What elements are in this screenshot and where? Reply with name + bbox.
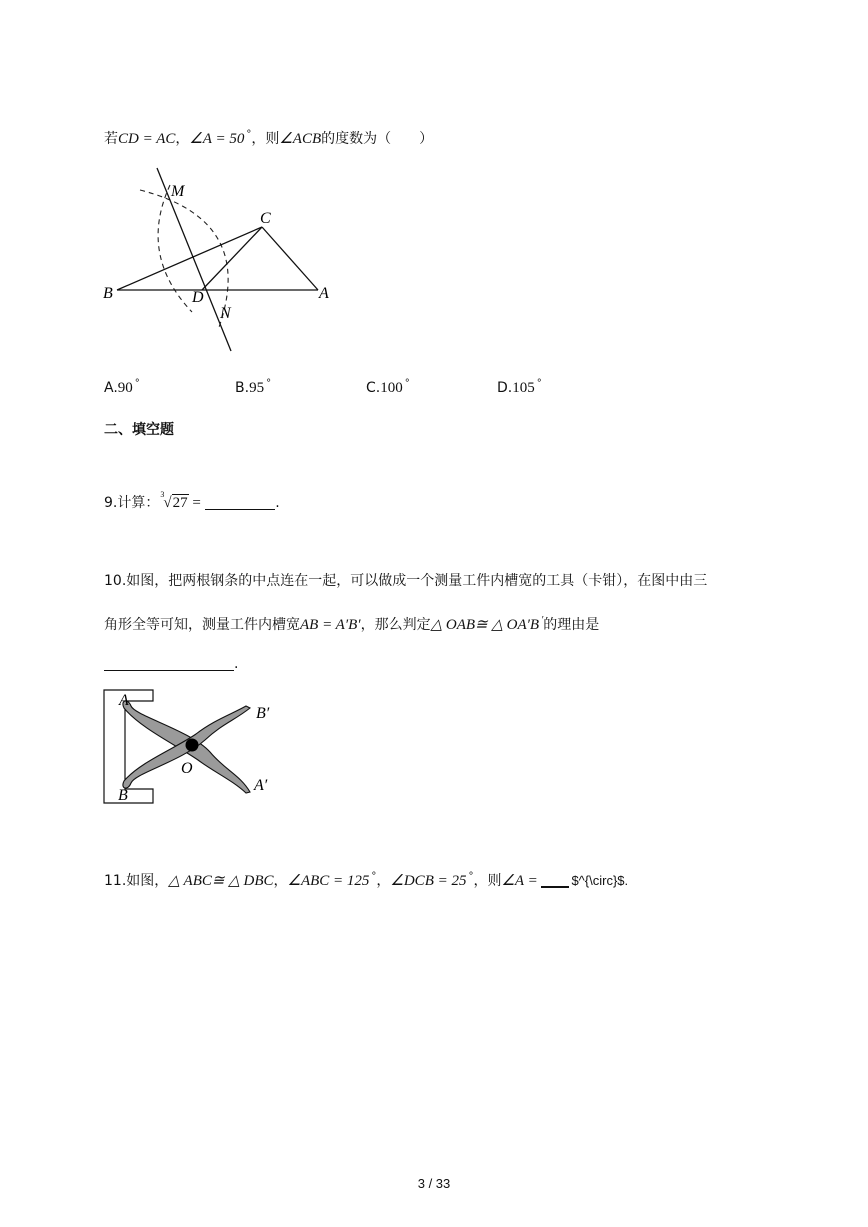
segment-BC — [117, 227, 262, 290]
label-A: A — [119, 692, 129, 709]
q8-option-a[interactable]: A.90 ° — [104, 378, 140, 396]
q9-cube-root: 3 √27 — [160, 490, 188, 511]
label-A-prime: A′ — [254, 777, 268, 794]
q11-answer-blank[interactable] — [541, 872, 569, 888]
q8-option-c[interactable]: C.100 ° — [366, 378, 410, 396]
arc-left — [158, 185, 192, 312]
label-O: O — [181, 760, 193, 777]
q11-stem: 11.如图，△ ABC≅ △ DBC，∠ABC = 125 °，∠DCB = 25 °，则∠A = $^{\circ}$. — [104, 871, 629, 889]
q10-line2: 角形全等可知，测量工件内槽宽AB = A′B′，那么判定△ OAB≅ △ OA′B ′的理由是 — [104, 615, 600, 633]
label-D: D — [192, 289, 204, 306]
segment-CA — [262, 227, 318, 290]
q8-target: ∠ACB — [279, 131, 322, 147]
q10-caliper-figure — [98, 686, 288, 810]
q8-stem: 若CD = AC，∠A = 50 °，则∠ACB的度数为（ ） — [104, 129, 434, 147]
pivot-dot — [186, 739, 199, 752]
label-C: C — [260, 210, 271, 227]
section-title: 二、填空题 — [104, 422, 174, 438]
q10-line1: 10.如图，把两根钢条的中点连在一起，可以做成一个测量工件内槽宽的工具（卡钳），在图中由三 — [104, 573, 708, 589]
label-M: M — [171, 183, 185, 200]
q8-geometry-figure — [95, 160, 355, 360]
arc-right — [140, 190, 228, 330]
label-N: N — [220, 305, 231, 322]
page-number: 3 / 33 — [417, 1176, 451, 1191]
label-B: B — [118, 787, 128, 804]
q9-answer-blank[interactable] — [205, 495, 275, 510]
q8-angle: ∠A = 50 — [189, 131, 245, 147]
label-B-prime: B′ — [256, 705, 270, 722]
q10-answer-line: . — [104, 656, 238, 672]
q9-stem: 9.计算： 3 √27 = . — [104, 490, 280, 511]
q8-condition: CD = AC — [118, 131, 176, 147]
q8-option-b[interactable]: B.95 ° — [235, 378, 272, 396]
label-A: A — [319, 285, 329, 302]
bisector-line — [157, 168, 231, 351]
segment-CD — [202, 227, 262, 290]
q10-answer-blank[interactable] — [104, 656, 234, 671]
q8-option-d[interactable]: D.105 ° — [497, 378, 542, 396]
label-B: B — [103, 285, 113, 302]
